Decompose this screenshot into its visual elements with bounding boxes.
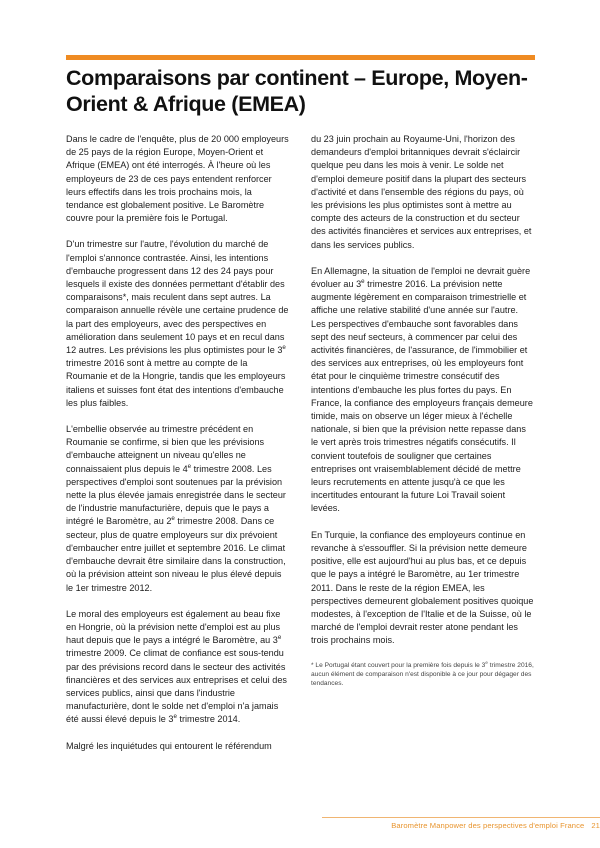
page-footer [66, 808, 600, 848]
footer-content [391, 821, 600, 830]
page-number: 21 [591, 821, 600, 830]
paragraph: Malgré les inquiétudes qui entourent le référendum [66, 740, 272, 751]
paragraph: du 23 juin prochain au Royaume-Uni, l'horizon des demandeurs d'emploi britanniques devrait s'éclaircir quelque peu dans les mois à venir. Le solde net d'emploi demeure positif dans la plupart des secteurs d'activité et dans l'ensemble des régions du pays, où les prévisions les plus optimistes sont à mettre au compte des acteurs de la construction et du secteur des activités financières et services aux entreprises, et dans les services publics. [311, 134, 532, 250]
paragraph: Le moral des employeurs est également au beau fixe en Hongrie, où la prévision nette d'emploi est au plus haut depuis que le pays a intégré le Baromètre, au 3e trimestre 2009. Ce climat de confiance est sous-tendu par des prévisions record dans le secteur des activités financières et des services aux entreprises et celui des services publics, ainsi que dans l'industrie manufacturière, dont le solde net d'emploi n'a jamais été aussi élevé depuis le 3e trimestre 2014. [66, 608, 287, 725]
page-title: Comparaisons par continent – Europe, Moyen-Orient & Afrique (EMEA) [66, 66, 528, 116]
paragraph: L'embellie observée au trimestre précédent en Roumanie se confirme, si bien que les prévisions d'embauche atteignent un niveau qu'elles ne connaissaient plus depuis le 4e trimestre 2008. Les perspectives d'emploi sont soutenues par la prévision nette la plus élevée jamais enregistrée dans le secteur de l'industrie manufacturière, depuis que le pays a intégré le Baromètre, au 2e trimestre 2008. Dans ce secteur, plus de quatre employeurs sur dix prévoient d'embaucher entre juillet et septembre 2016. Le climat d'embauche devrait être similaire dans la construction, où la prévision atteint son niveau le plus élevé depuis le 1er trimestre 2012. [66, 424, 286, 593]
footer-label: Baromètre Manpower des perspectives d'emploi France [391, 821, 585, 830]
left-column [66, 133, 289, 753]
paragraph: En Allemagne, la situation de l'emploi ne devrait guère évoluer au 3e trimestre 2016. La prévision nette augmente légèrement en comparaison trimestrielle et affiche une relative stabilité d'une année sur l'autre. Les perspectives d'embauche sont favorables dans sept des neuf secteurs, à commencer par celui des activités financières, de l'assurance, de l'immobilier et des services aux entreprises, où les employeurs font état pour le cinquième trimestre consécutif des intentions d'embauche les plus fortes du pays. En France, la confiance des employeurs français demeure timide, mais on observe un léger mieux à l'échelle nationale, si bien que la prévision nette repasse dans le vert après trois trimestres négatifs consécutifs. Il convient toutefois de souligner que certaines entreprises ont vraisemblablement décidé de mettre leurs recrutements en attente jusqu'à ce que les incertitudes entourant la future Loi Travail soient levées. [311, 265, 533, 514]
paragraph: D'un trimestre sur l'autre, l'évolution du marché de l'emploi s'annonce contrastée. Ainsi, les intentions d'embauche progressent dans 12 des 24 pays pour lesquels il existe des données permettant d'établir des comparaisons*, mais reculent dans sept autres. La comparaison annuelle révèle une certaine prudence de la part des employeurs, avec des perspectives en amélioration dans seulement 10 pays et en recul dans 12 autres. Les prévisions les plus optimistes pour le 3e trimestre 2016 sont à mettre au compte de la Roumanie et de la Hongrie, tandis que les employeurs italiens et suisses font état des intentions d'embauche les plus faibles. [66, 239, 289, 408]
footer-rule [322, 817, 600, 818]
paragraph: En Turquie, la confiance des employeurs continue en revanche à s'essouffler. Si la prévision nette demeure positive, elle est aujourd'hui au plus bas, et ce depuis que le pays a intégré le Baromètre, au 1er trimestre 2011. Dans le reste de la région EMEA, les perspectives demeurent globalement positives quoique modestes, à l'exception de l'Italie et de la Suisse, où le marché de l'emploi devrait rester atone pendant les trois prochains mois. [311, 529, 534, 646]
paragraph: Dans le cadre de l'enquête, plus de 20 000 employeurs de 25 pays de la région Europe, Moyen-Orient et Afrique (EMEA) ont été interrogés. À l'heure où les employeurs de 23 de ces pays entendent renforcer leurs effectifs dans les trois prochains mois, la tendance est globalement positive. Le Baromètre couvre pour la première fois le Portugal. [66, 134, 289, 224]
footnote: * Le Portugal étant couvert pour la première fois depuis le 3e trimestre 2016, aucun élément de comparaison n'est disponible à ce jour pour dégager des tendances. [311, 659, 534, 688]
article-body [66, 133, 535, 753]
right-column [311, 133, 534, 753]
title-accent-rule [66, 55, 535, 60]
